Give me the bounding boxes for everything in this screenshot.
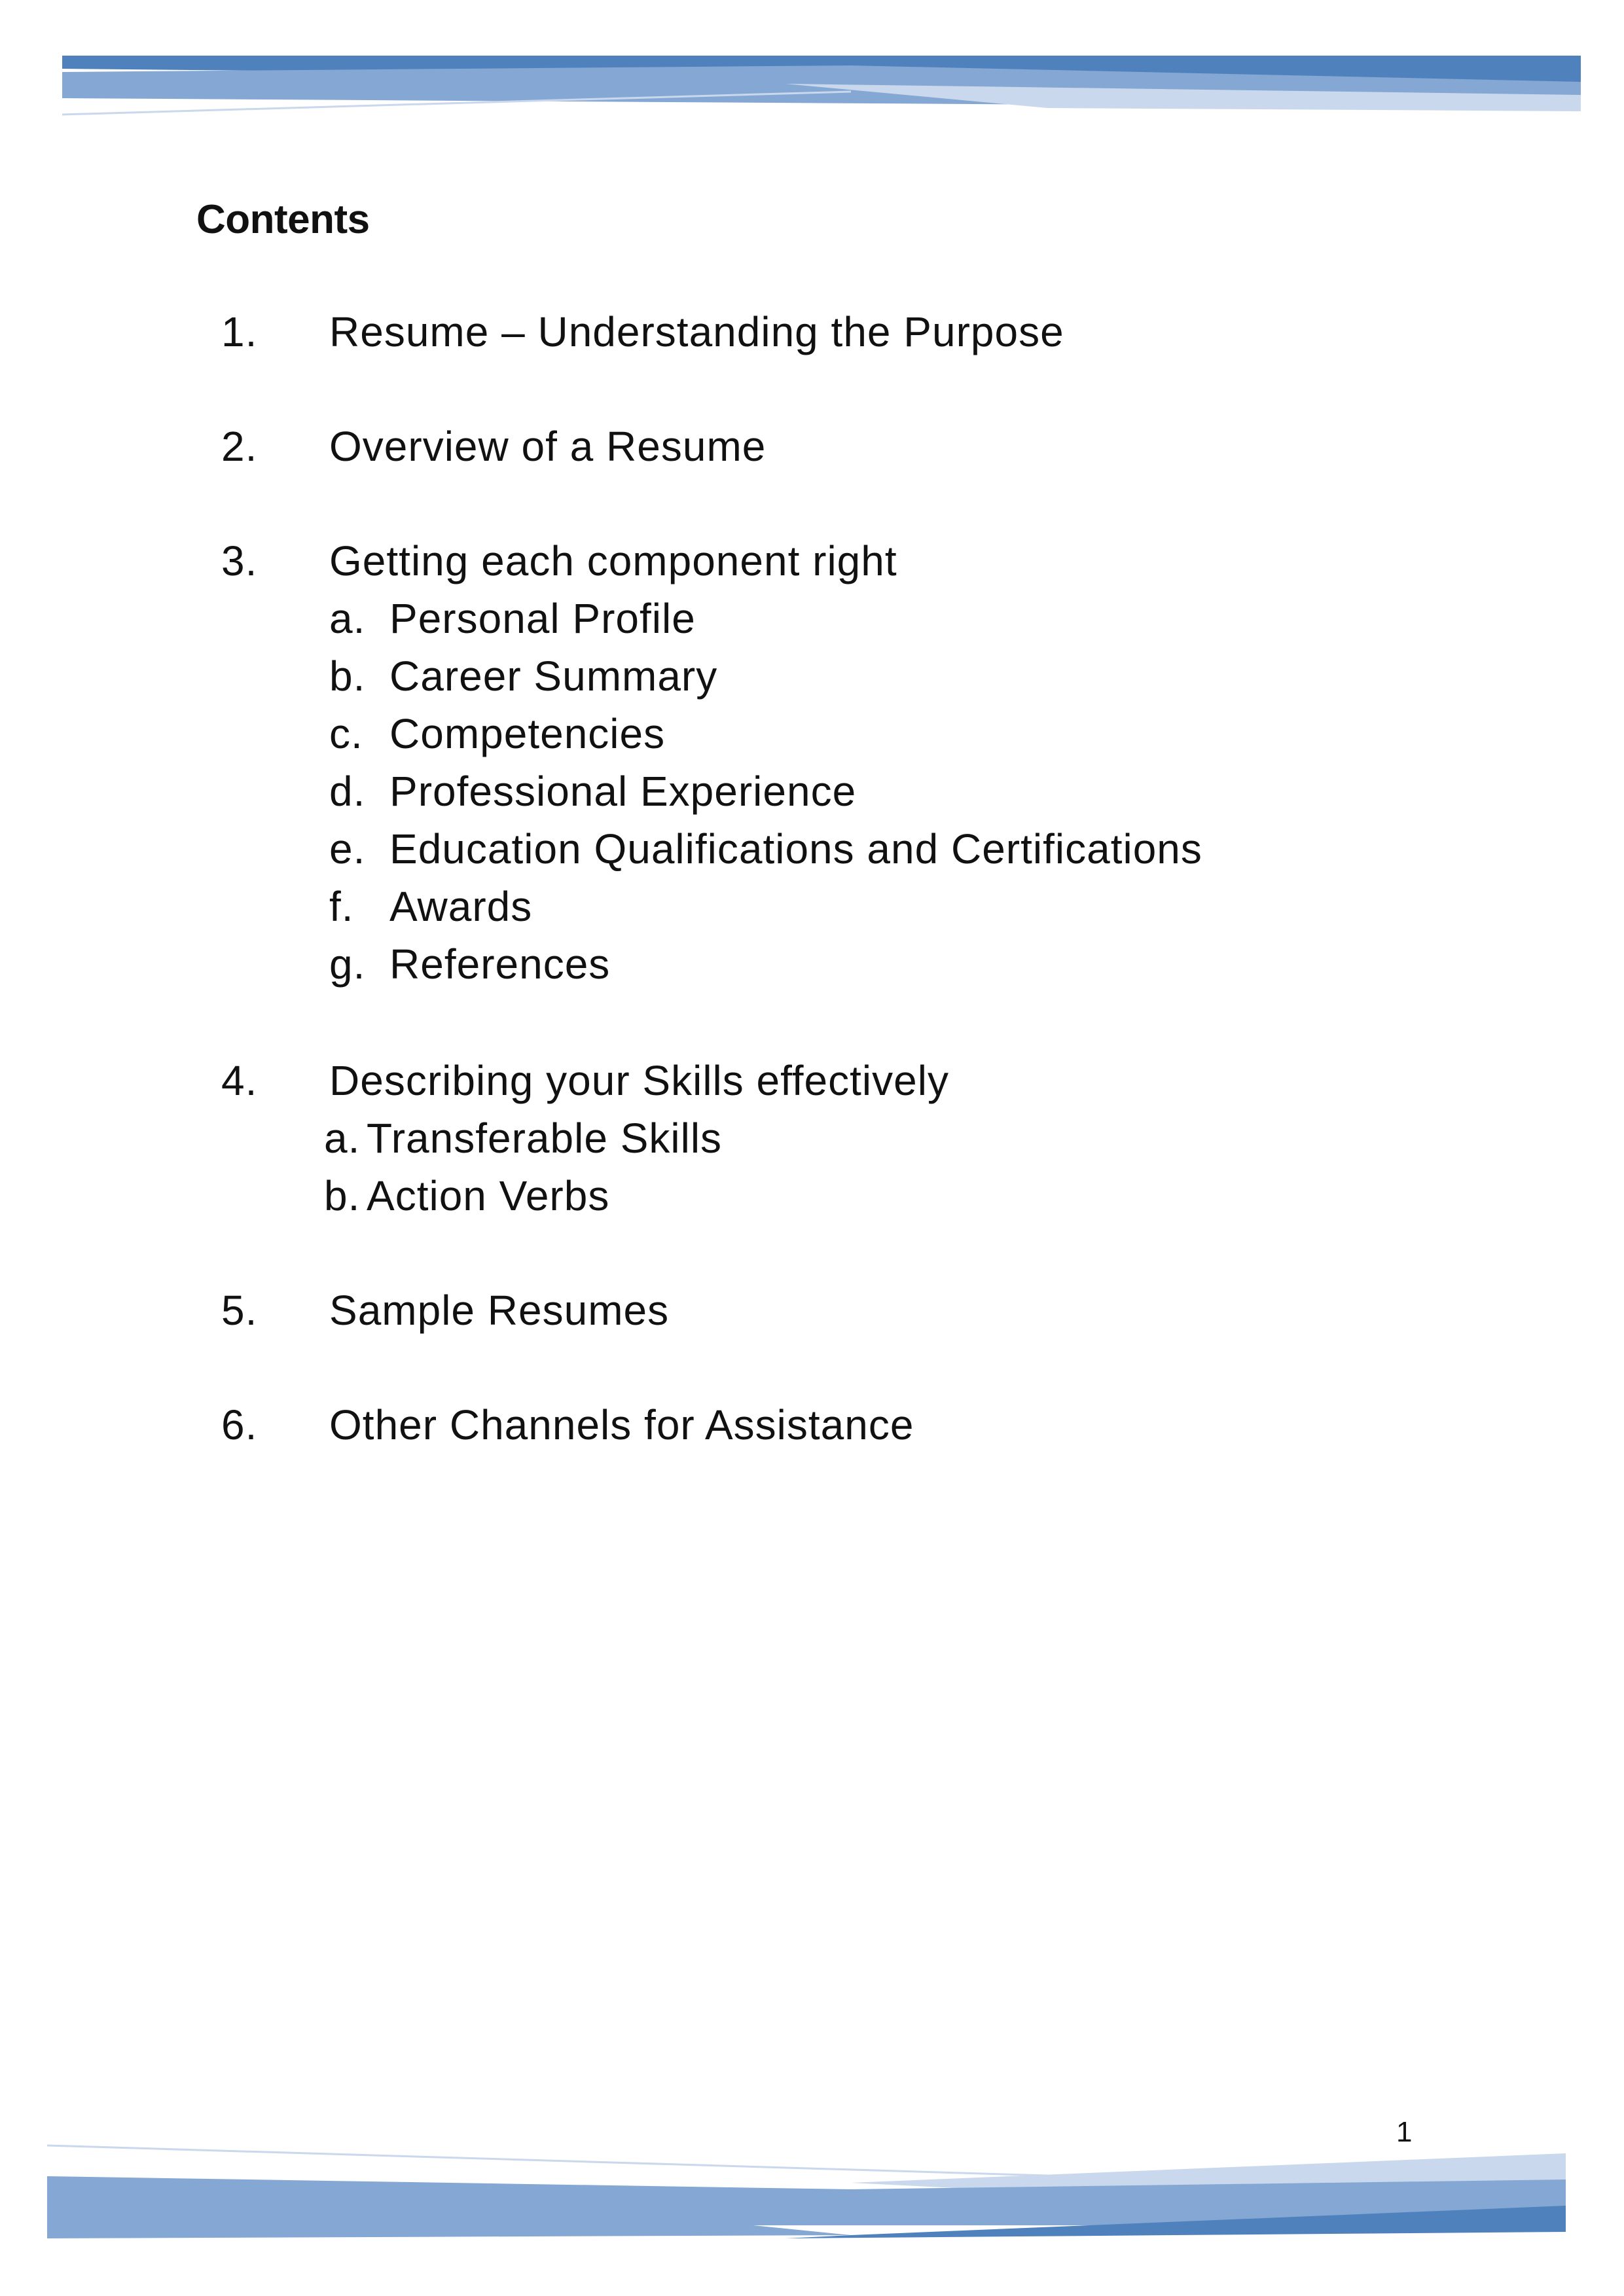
toc-number: 1. <box>221 308 258 355</box>
toc-subitem-letter: g. <box>329 941 366 988</box>
page-number: 1 <box>1396 2116 1413 2148</box>
toc-subitem-label: Professional Experience <box>389 768 857 815</box>
toc-subitem-letter: b. <box>324 1172 361 1219</box>
toc-subitem-letter: a. <box>329 595 366 642</box>
toc-subitem-label: Awards <box>389 883 533 930</box>
toc-subitem-letter: f. <box>329 883 354 930</box>
toc-subitem-label: Career Summary <box>389 653 718 700</box>
toc-subitem-letter: c. <box>329 710 363 757</box>
toc-label: Describing your Skills effectively <box>329 1057 949 1104</box>
toc-number: 5. <box>221 1287 258 1334</box>
toc-number: 3. <box>221 537 258 584</box>
toc-label: Getting each component right <box>329 537 897 584</box>
toc-subitem-label: References <box>389 941 611 988</box>
page-title: Contents <box>196 197 370 242</box>
toc-subitem-label: Action Verbs <box>367 1172 610 1219</box>
footer-banner <box>0 2134 1624 2251</box>
toc-number: 6. <box>221 1401 258 1448</box>
toc-label: Sample Resumes <box>329 1287 670 1334</box>
toc-number: 2. <box>221 423 258 470</box>
toc-subitem-label: Competencies <box>389 710 666 757</box>
toc-subitem-label: Personal Profile <box>389 595 696 642</box>
toc-label: Resume – Understanding the Purpose <box>329 308 1064 355</box>
toc-subitem-letter: e. <box>329 825 366 872</box>
toc-subitem-letter: a. <box>324 1115 361 1162</box>
toc-label: Other Channels for Assistance <box>329 1401 914 1448</box>
toc-subitem-letter: b. <box>329 653 366 700</box>
toc-subitem-letter: d. <box>329 768 366 815</box>
toc-label: Overview of a Resume <box>329 423 767 470</box>
toc-subitem-label: Education Qualifications and Certifications <box>389 825 1202 872</box>
toc-subitem-label: Transferable Skills <box>367 1115 723 1162</box>
toc-number: 4. <box>221 1057 258 1104</box>
